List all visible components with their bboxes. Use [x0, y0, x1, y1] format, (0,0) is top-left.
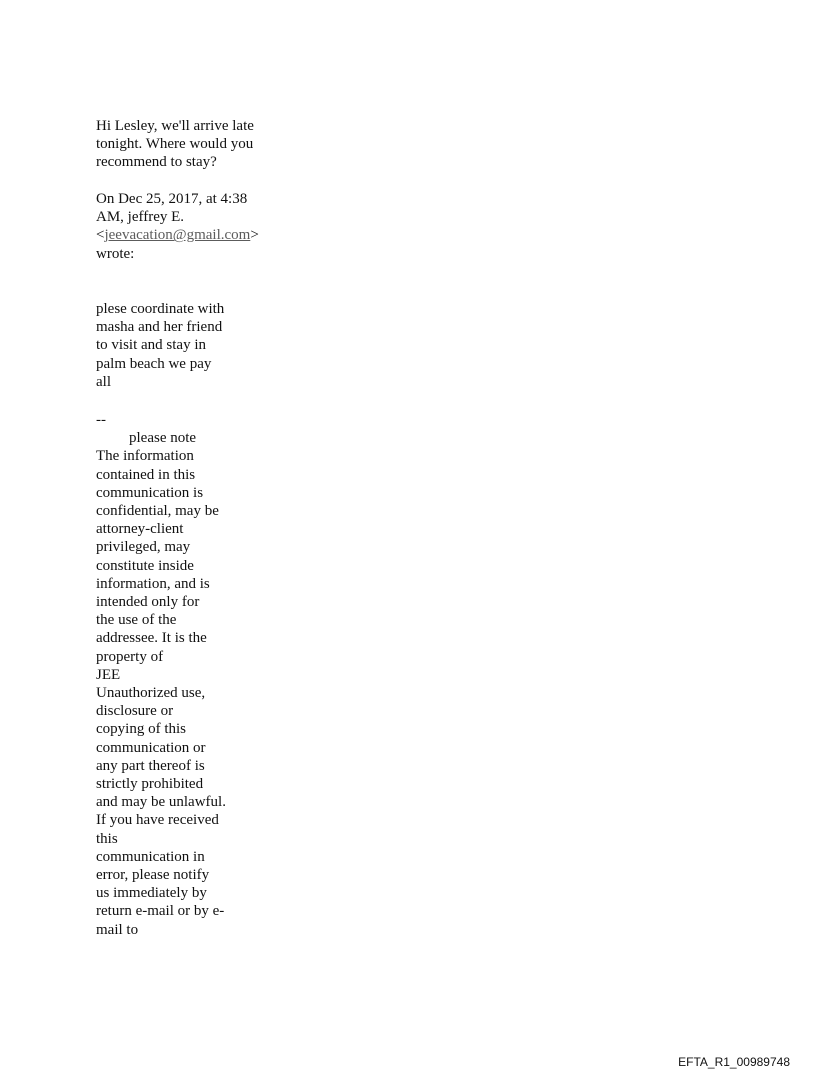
disclaimer-line: and may be unlawful.	[96, 794, 226, 811]
disclaimer-line: attorney-client	[96, 521, 184, 538]
document-id: EFTA_R1_00989748	[678, 1055, 790, 1069]
disclaimer-line: this	[96, 830, 118, 847]
disclaimer-line: mail to	[96, 921, 139, 938]
disclaimer-line: copying of this	[96, 721, 186, 738]
disclaimer-line: property of	[96, 648, 164, 665]
quoted-line: all	[96, 373, 111, 390]
disclaimer-line: addressee. It is the	[96, 630, 207, 647]
disclaimer-line: us immediately by	[96, 885, 207, 902]
disclaimer-line: strictly prohibited	[96, 776, 204, 793]
disclaimer-line: information, and is	[96, 575, 210, 592]
disclaimer-line: contained in this	[96, 466, 196, 483]
quote-date-line: On Dec 25, 2017, at 4:38	[96, 191, 248, 207]
quoted-line: plese coordinate with	[96, 301, 225, 317]
disclaimer-line: privileged, may	[96, 539, 191, 556]
close-bracket: >	[250, 227, 259, 244]
reply-line: Hi Lesley, we'll arrive late	[96, 118, 254, 134]
disclaimer-line: The information	[96, 448, 194, 465]
disclaimer-line: error, please notify	[96, 867, 210, 884]
quoted-line: masha and her friend	[96, 319, 223, 336]
quote-wrote-line: wrote:	[96, 245, 135, 262]
disclaimer-line: intended only for	[96, 594, 200, 611]
signature-note: please note	[129, 430, 197, 447]
signature-block	[96, 411, 226, 939]
disclaimer-line: return e-mail or by e-	[96, 903, 225, 920]
disclaimer-line: confidential, may be	[96, 503, 219, 520]
disclaimer-line: constitute inside	[96, 557, 194, 574]
quoted-line: palm beach we pay	[96, 355, 212, 372]
disclaimer-line: the use of the	[96, 612, 177, 629]
disclaimer-line: any part thereof is	[96, 757, 205, 774]
reply-line: tonight. Where would you	[96, 136, 254, 153]
disclaimer-line: If you have received	[96, 812, 219, 829]
quote-header	[96, 190, 259, 263]
quote-sender-line: AM, jeffrey E.	[96, 209, 185, 226]
sender-email-link[interactable]: jeevacation@gmail.com	[104, 227, 251, 244]
quoted-message	[96, 300, 224, 391]
disclaimer-line: communication in	[96, 848, 205, 865]
signature-separator: --	[96, 412, 106, 428]
reply-text	[96, 117, 254, 172]
disclaimer-line: JEE	[96, 666, 121, 683]
disclaimer-line: communication or	[96, 739, 206, 756]
disclaimer-line: Unauthorized use,	[96, 685, 206, 702]
quote-email-line	[96, 226, 259, 244]
reply-line: recommend to stay?	[96, 154, 217, 171]
disclaimer-line: communication is	[96, 484, 204, 501]
open-bracket: <	[96, 227, 105, 244]
disclaimer-line: disclosure or	[96, 703, 174, 720]
quoted-line: to visit and stay in	[96, 337, 206, 354]
